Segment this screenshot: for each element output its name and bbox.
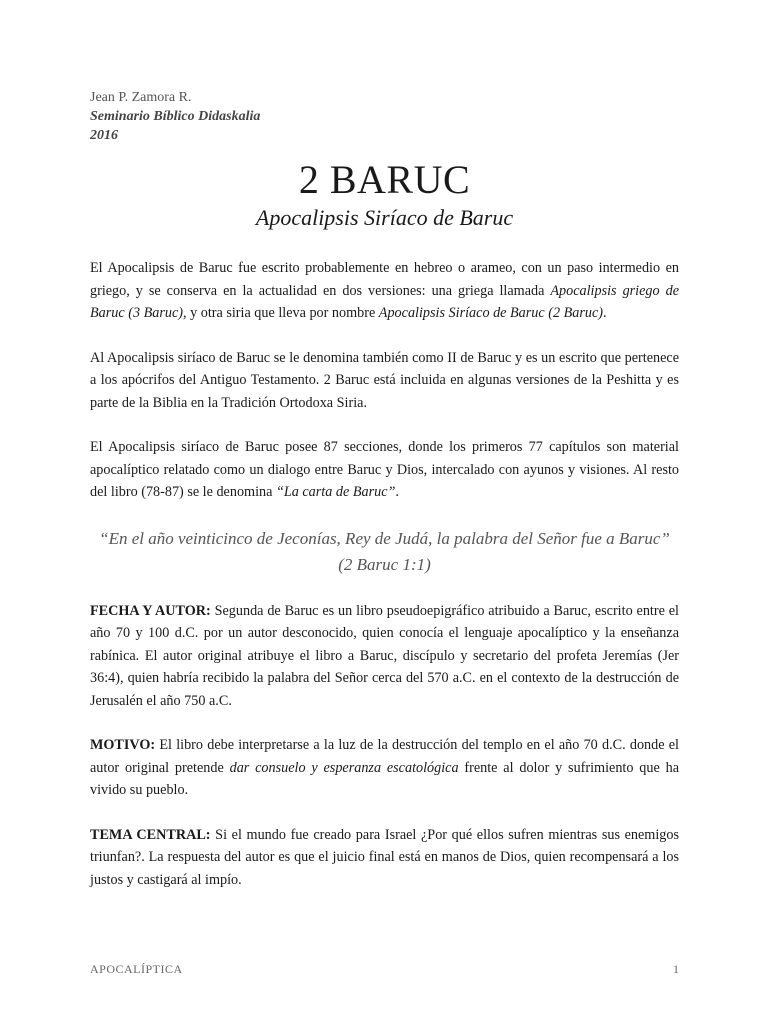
text-run: , y otra siria que lleva por nombre — [182, 305, 379, 321]
page-number: 1 — [673, 962, 679, 976]
section-motivo — [90, 734, 679, 802]
section-text: El libro debe interpretarse a la luz de la destrucción del templo en el año 70 d.C. donde el autor original pretende — [90, 737, 679, 776]
footer-section-label: APOCALÍPTICA — [90, 962, 183, 976]
letter-title: “La carta de Baruc” — [275, 484, 396, 500]
section-fecha-autor — [90, 600, 679, 713]
section-heading: MOTIVO: — [90, 737, 156, 753]
author-name: Jean P. Zamora R. — [90, 90, 192, 105]
document-subtitle: Apocalipsis Siríaco de Baruc — [255, 205, 514, 230]
intro-paragraph-3 — [90, 436, 679, 504]
greek-version-title: Apocalipsis griego de Baruc (3 Baruc) — [90, 282, 679, 321]
document-page — [90, 88, 679, 891]
scripture-quote: “En el año veinticinco de Jeconías, Rey de Judá, la palabra del Señor fue a Baruc” (2 Baruc 1:1) — [99, 528, 670, 574]
section-text: Si el mundo fue creado para Israel ¿Por qué ellos sufren mientras sus enemigos triunfan?. La respuesta del autor es que el juicio final está en manos de Dios, quien recompensará a los justos y castigará al impío. — [90, 826, 679, 888]
institution-name: Seminario Bíblico Didaskalia — [90, 109, 261, 124]
document-title: 2 BARUC — [298, 157, 471, 202]
text-run: . — [395, 484, 399, 500]
section-tema-central — [90, 824, 679, 892]
text-run: El Apocalipsis siríaco de Baruc posee 87 secciones, donde los primeros 77 capítulos son material apocalíptico relatado como un dialogo entre Baruc y Dios, intercalado con ayunos y visiones. Al resto del libro (78-87) se le denomina — [90, 439, 679, 500]
section-text: Segunda de Baruc es un libro pseudoepigráfico atribuido a Baruc, escrito entre el año 70 y 100 d.C. por un autor desconocido, quien conocía el lenguaje apocalíptico y la enseñanza rabínica. El autor original atribuye el libro a Baruc, discípulo y secretario del profeta Jeremías (Jer 36:4), quien habría recibido la palabra del Señor cerca del 570 a.C. en el contexto de la destrucción de Jerusalén el año 750 a.C. — [90, 602, 679, 709]
emphasis-text: dar consuelo y esperanza escatológica — [229, 759, 459, 776]
text-run: . — [603, 305, 607, 321]
text-run: El Apocalipsis de Baruc fue escrito probablemente en hebreo o arameo, con un paso intermedio en griego, y se conserva en la actualidad en dos versiones: una griega llamada — [90, 260, 679, 299]
page-footer — [90, 962, 679, 977]
publication-year: 2016 — [90, 128, 118, 143]
section-text: frente al dolor y sufrimiento que ha vivido su pueblo. — [90, 759, 679, 798]
intro-paragraph-1 — [90, 257, 679, 325]
author-block — [90, 88, 679, 145]
intro-paragraph-2: Al Apocalipsis siríaco de Baruc se le denomina también como II de Baruc y es un escrito que pertenece a los apócrifos del Antiguo Testamento. 2 Baruc está incluida en algunas versiones de la Peshitta y es parte de la Biblia en la Tradición Ortodoxa Siria. — [90, 349, 679, 411]
syriac-version-title: Apocalipsis Siríaco de Baruc (2 Baruc) — [378, 305, 603, 321]
section-heading: TEMA CENTRAL: — [90, 826, 211, 843]
section-heading: FECHA Y AUTOR: — [90, 602, 211, 619]
